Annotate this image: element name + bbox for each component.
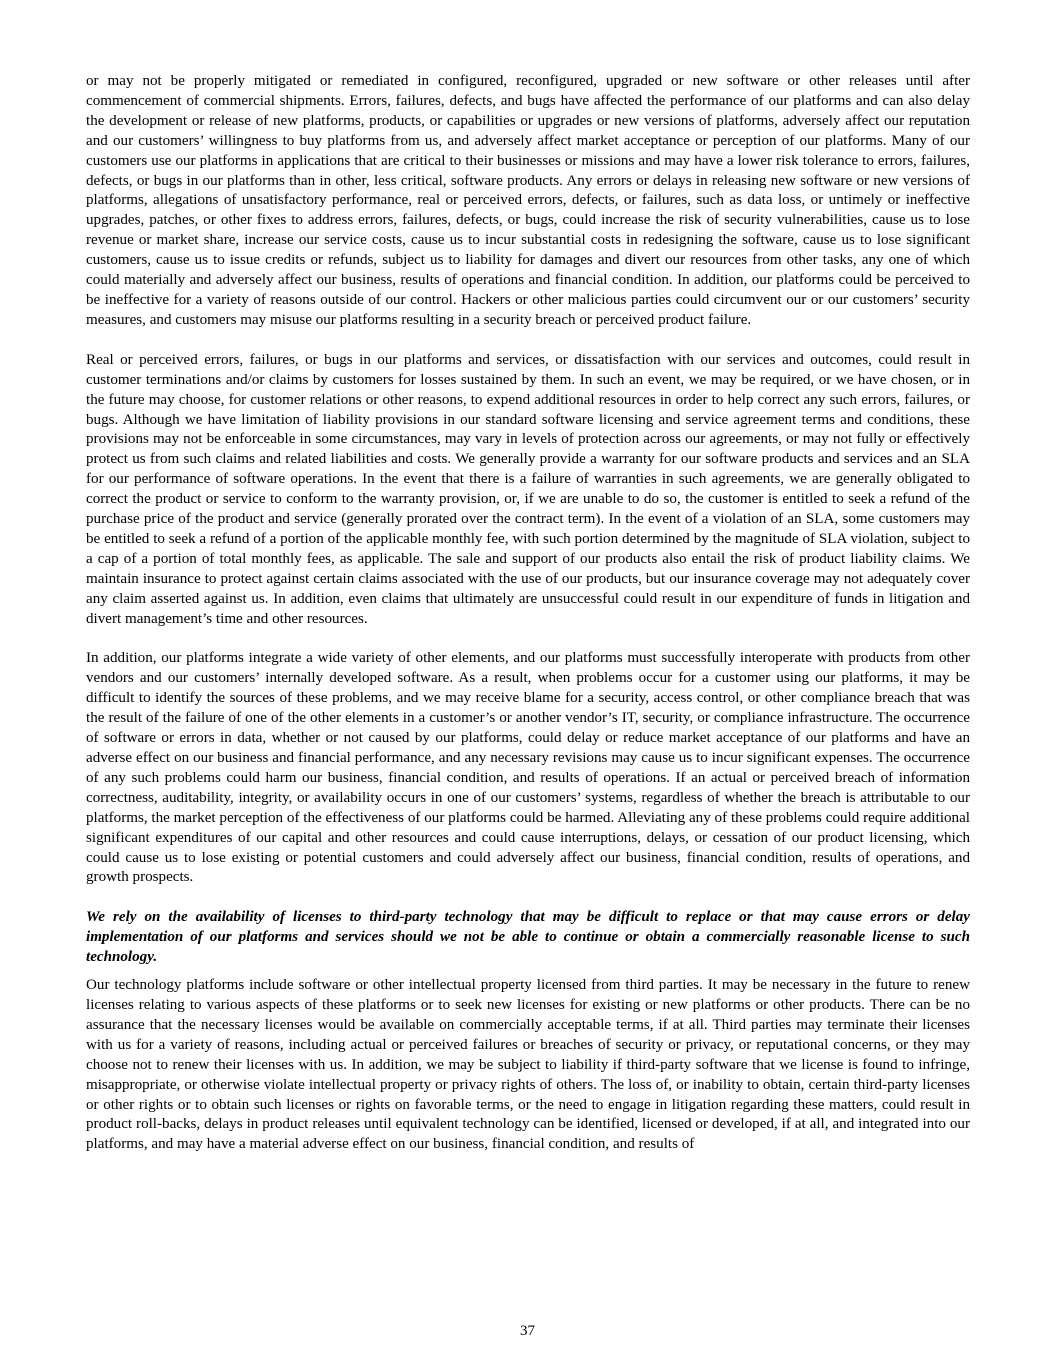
body-paragraph: Our technology platforms include software or other intellectual property licensed from third parties. It may be necessary in the future to renew licenses relating to various aspects of these platforms or to seek new licenses for existing or new platforms or other products. There can be no assurance that the necessary licenses would be available on commercially acceptable terms, if at all. Third parties may terminate their licenses with us for a variety of reasons, including actual or perceived failures or breaches of security or privacy, or reputational concerns, or they may choose not to renew their licenses with us. In addition, we may be subject to liability if third-party software that we license is found to infringe, misappropriate, or otherwise violate intellectual property or privacy rights of others. The loss of, or inability to obtain, certain third-party licenses or other rights or to obtain such licenses or rights on favorable terms, or the need to engage in litigation regarding these matters, could result in product roll-backs, delays in product releases until equivalent technology can be identified, licensed or developed, if at all, and integrated into our platforms, and may have a material adverse effect on our business, financial condition, and results of — [86, 977, 970, 1153]
section-heading: We rely on the availability of licenses to third-party technology that may be difficult to replace or that may cause errors or delay implementation of our platforms and services should we not be able to continue or obtain a commercially reasonable license to such technology. — [86, 909, 970, 966]
body-paragraph: Real or perceived errors, failures, or bugs in our platforms and services, or dissatisfaction with our services and outcomes, could result in customer terminations and/or claims by customers for losses sustained by them. In such an event, we may be required, or we have chosen, or in the future may choose, for customer relations or other reasons, to expend additional resources in order to help correct any such errors, failures, or bugs. Although we have limitation of liability provisions in our standard software licensing and service agreement terms and conditions, these provisions may not be enforceable in some circumstances, may vary in levels of protection across our agreements, or may not fully or effectively protect us from such claims and related liabilities and costs. We generally provide a warranty for our software products and services and an SLA for our performance of software operations. In the event that there is a failure of warranties in such agreements, we are generally obligated to correct the product or service to conform to the warranty provision, or, if we are unable to do so, the customer is entitled to seek a refund of the purchase price of the product and service (generally prorated over the contract term). In the event of a violation of an SLA, some customers may be entitled to seek a refund of a portion of the applicable monthly fee, with such portion determined by the magnitude of SLA violation, subject to a cap of a portion of total monthly fees, as applicable. The sale and support of our products also entail the risk of product liability claims. We maintain insurance to protect against certain claims associated with the use of our products, but our insurance coverage may not adequately cover any claim asserted against us. In addition, even claims that ultimately are unsuccessful could result in our expenditure of funds in litigation and divert management’s time and other resources. — [86, 351, 970, 627]
body-paragraph: In addition, our platforms integrate a wide variety of other elements, and our platforms must successfully interoperate with products from other vendors and our customers’ internally developed software. As a result, when problems occur for a customer using our platforms, it may be difficult to identify the sources of these problems, and we may receive blame for a security, access control, or other compliance breach that was the result of the failure of one of the other elements in a customer’s or another vendor’s IT, security, or compliance infrastructure. The occurrence of software or errors in data, whether or not caused by our platforms, could delay or reduce market acceptance of our platforms and have an adverse effect on our business and financial performance, and any necessary revisions may cause us to incur significant expenses. The occurrence of any such problems could harm our business, financial condition, and results of operations. If an actual or perceived breach of information correctness, auditability, integrity, or availability occurs in one of our customers’ systems, regardless of whether the breach is attributable to our platforms, the market perception of the effectiveness of our platforms could be harmed. Alleviating any of these problems could require additional significant expenditures of our capital and other resources and could cause interruptions, delays, or cessation of our product licensing, which could cause us to lose existing or potential customers and could adversely affect our business, financial condition, results of operations, and growth prospects. — [86, 650, 970, 886]
page-number: 37 — [520, 1323, 535, 1339]
body-paragraph: or may not be properly mitigated or remediated in configured, reconfigured, upgraded or new software or other releases until after commencement of commercial shipments. Errors, failures, defects, and bugs have affected the performance of our platforms and can also delay the development or release of new platforms, products, or capabilities or upgrades or new versions of platforms, adversely affect our reputation and our customers’ willingness to buy platforms from us, and adversely affect market acceptance or perception of our platforms. Many of our customers use our platforms in applications that are critical to their businesses or missions and may have a lower risk tolerance to errors, failures, defects, or bugs in our platforms than in other, less critical, software products. Any errors or delays in releasing new software or new versions of platforms, allegations of unsatisfactory performance, real or perceived errors, defects, or failures, such as data loss, or untimely or ineffective upgrades, patches, or other fixes to address errors, failures, defects, or bugs, could increase the risk of security vulnerabilities, cause us to lose revenue or market share, increase our service costs, cause us to incur substantial costs in redesigning the software, cause us to lose significant customers, cause us to issue credits or refunds, subject us to liability for damages and divert our resources from other tasks, any one of which could materially and adversely affect our business, results of operations and financial condition. In addition, our platforms could be perceived to be ineffective for a variety of reasons outside of our control. Hackers or other malicious parties could circumvent our or our customers’ security measures, and customers may misuse our platforms resulting in a security breach or perceived product failure. — [86, 73, 970, 328]
document-page — [86, 72, 970, 1155]
